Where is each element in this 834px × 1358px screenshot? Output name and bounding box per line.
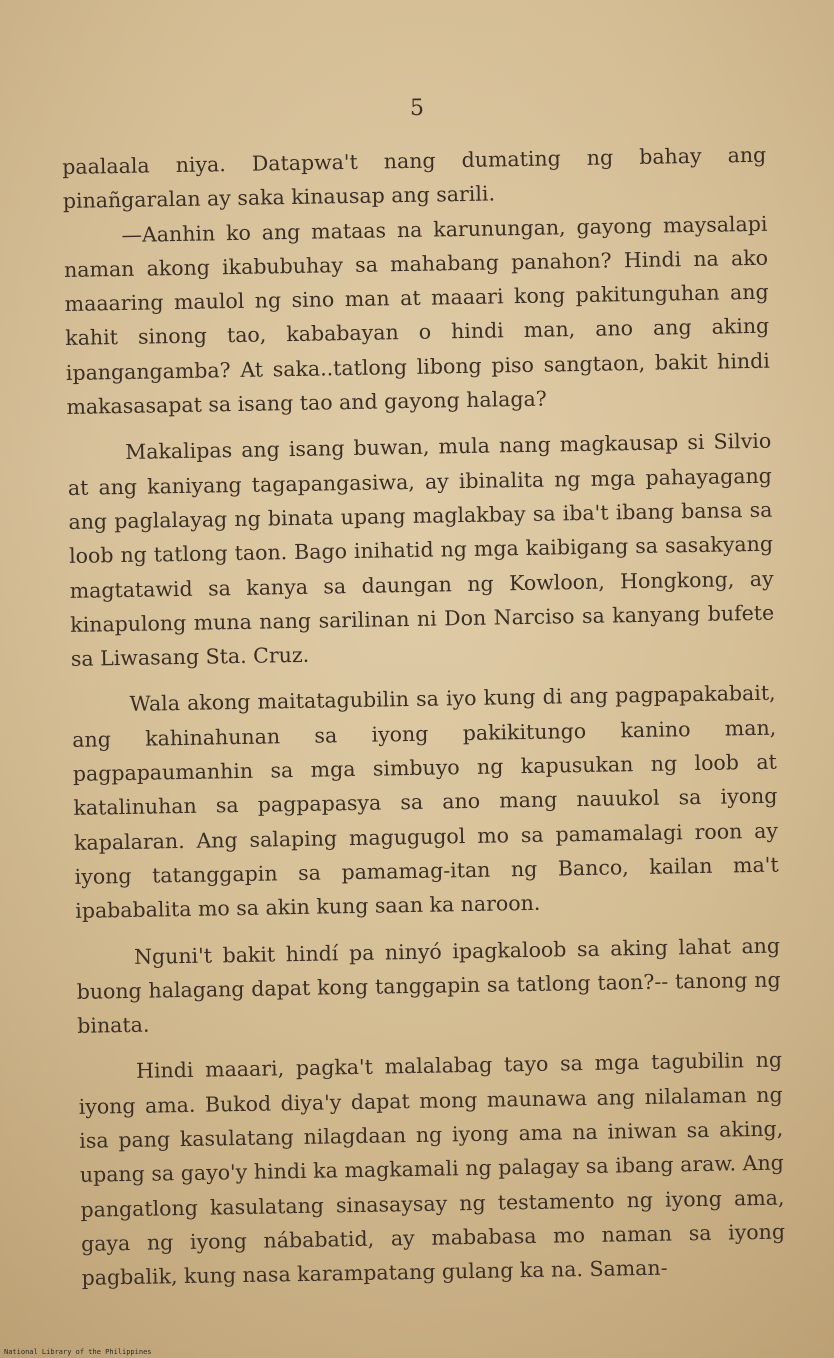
paragraph-2: —Aanhin ko ang mataas na karunungan, gayong maysalapi naman akong ikabubuhay sa mahabang panahon? Hindi na ako maaaring maulol ng sino man at maaari kong pakitunguhan ang kahit sinong tao, kababayan o hindi man, ano ang aking ipangangamba? At saka..tatlong libong piso sangtaon, bakit hindi makasasapat sa isang tao and gayong halaga? bbox=[63, 211, 770, 420]
paragraph-1: paalaala niya. Datapwa't nang dumating ng bahay ang pinañgaralan ay saka kinausap ang sarili. bbox=[62, 142, 767, 214]
page-number: 5 bbox=[410, 96, 424, 121]
paragraph-6: Hindi maaari, pagka't malalabag tayo sa mga tagubilin ng iyong ama. Bukod diya'y dapat mong maunawa ang nilalaman ng isa pang kasulatang nilagdaan ng iyong ama na iniwan sa aking, upang sa gayo'y hindi ka magkamali ng palagay sa ibang araw. Ang pangatlong kasulatang sinasaysay ng testamento ng iyong ama, gaya ng iyong nábabatid, ay mababasa mo naman sa iyong pagbalik, kung nasa karampatang gulang ka na. Saman- bbox=[78, 1047, 786, 1291]
library-credit: National Library of the Philippines bbox=[4, 1348, 152, 1356]
paragraph-4: Wala akong maitatagubilin sa iyo kung di ang pagpapakabait, ang kahinahunan sa iyong pakikitungo kanino man, pagpapaumanhin sa mga simbuyo ng kapusukan ng loob at katalinuhan sa pagpapasya sa ano mang nauukol sa iyong kapalaran. Ang salaping magugugol mo sa pamamalagi roon ay iyong tatanggapin sa pamamag-itan ng Banco, kailan ma't ipababalita mo sa akin kung saan ka naroon. bbox=[72, 681, 779, 924]
paragraph-5: Nguni't bakit hindí pa ninyó ipagkaloob sa aking lahat ang buong halagang dapat kong tanggapin sa tatlong taon?-- tanong ng binata. bbox=[76, 933, 781, 1038]
paragraph-3: Makalipas ang isang buwan, mula nang magkausap si Silvio at ang kaniyang tagapangasiwa, ay ibinalita ng mga pahayagang ang paglalayag ng binata upang maglakbay sa iba't ibang bansa sa loob ng tatlong taon. Bago inihatid ng mga kaibigang sa sasakyang magtatawid sa kanya sa daungan ng Kowloon, Hongkong, ay kinapulong muna nang sarilinan ni Don Narciso sa kanyang bufete sa Liwasang Sta. Cruz. bbox=[67, 429, 775, 672]
body-text bbox=[62, 138, 786, 1296]
